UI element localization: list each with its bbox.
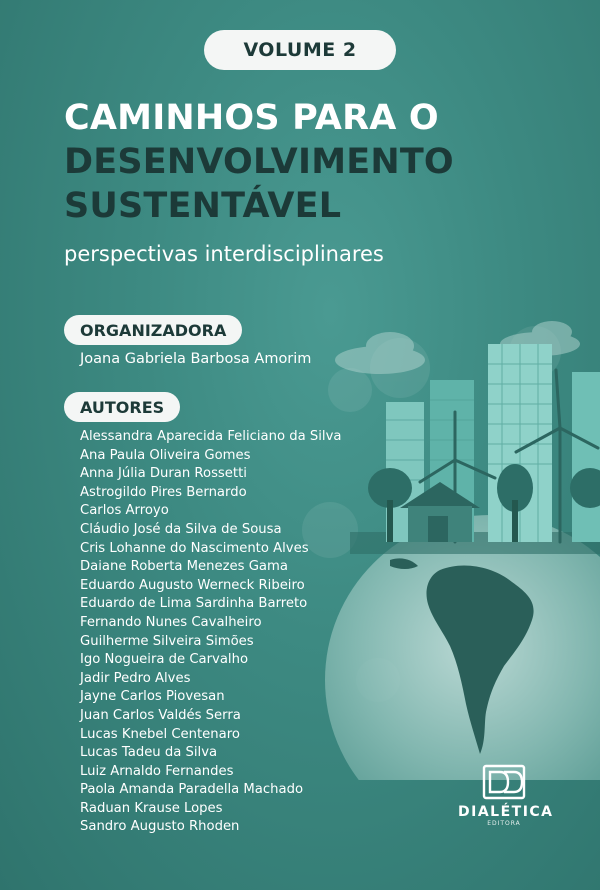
title-line-2: DESENVOLVIMENTO [64, 142, 454, 182]
author-name: Anna Júlia Duran Rossetti [80, 466, 247, 482]
author-name: Guilherme Silveira Simões [80, 633, 254, 649]
author-name: Lucas Tadeu da Silva [80, 745, 218, 761]
author-name: Jadir Pedro Alves [80, 670, 191, 686]
author-name: Eduardo de Lima Sardinha Barreto [80, 596, 308, 612]
book-subtitle: perspectivas interdisciplinares [64, 242, 384, 266]
publisher-logo [458, 764, 554, 827]
author-name: Daiane Roberta Menezes Gama [80, 559, 288, 575]
volume-label: VOLUME 2 [243, 39, 357, 61]
authors-label: AUTORES [80, 397, 165, 417]
author-name: Jayne Carlos Piovesan [80, 689, 225, 705]
author-name: Astrogildo Pires Bernardo [80, 484, 247, 500]
organizer-label: ORGANIZADORA [80, 320, 227, 340]
author-name: Eduardo Augusto Werneck Ribeiro [80, 577, 305, 593]
book-title [64, 96, 454, 228]
publisher-mark-icon [482, 764, 526, 800]
author-name: Luiz Arnaldo Fernandes [80, 763, 234, 779]
author-name: Sandro Augusto Rhoden [80, 819, 240, 835]
publisher-name: DIALÉTICA [458, 804, 554, 820]
author-name: Ana Paula Oliveira Gomes [80, 447, 251, 463]
author-name: Cláudio José da Silva de Sousa [80, 521, 282, 537]
authors-label-pill [64, 392, 180, 422]
title-line-3: SUSTENTÁVEL [64, 186, 342, 226]
authors-list [80, 428, 341, 837]
author-name: Cris Lohanne do Nascimento Alves [80, 540, 309, 556]
author-name: Lucas Knebel Centenaro [80, 726, 240, 742]
author-name: Alessandra Aparecida Feliciano da Silva [80, 429, 342, 444]
author-name: Raduan Krause Lopes [80, 800, 223, 816]
author-name: Paola Amanda Paradella Machado [80, 782, 304, 798]
author-name: Carlos Arroyo [80, 503, 169, 519]
author-name: Fernando Nunes Cavalheiro [80, 614, 262, 630]
title-line-1: CAMINHOS PARA O [64, 98, 439, 138]
organizer-label-pill [64, 315, 242, 345]
volume-badge [204, 30, 396, 70]
author-name: Igo Nogueira de Carvalho [80, 652, 249, 668]
publisher-sub: EDITORA [487, 820, 521, 827]
organizer-name: Joana Gabriela Barbosa Amorim [80, 351, 312, 367]
author-name: Juan Carlos Valdés Serra [80, 707, 241, 723]
